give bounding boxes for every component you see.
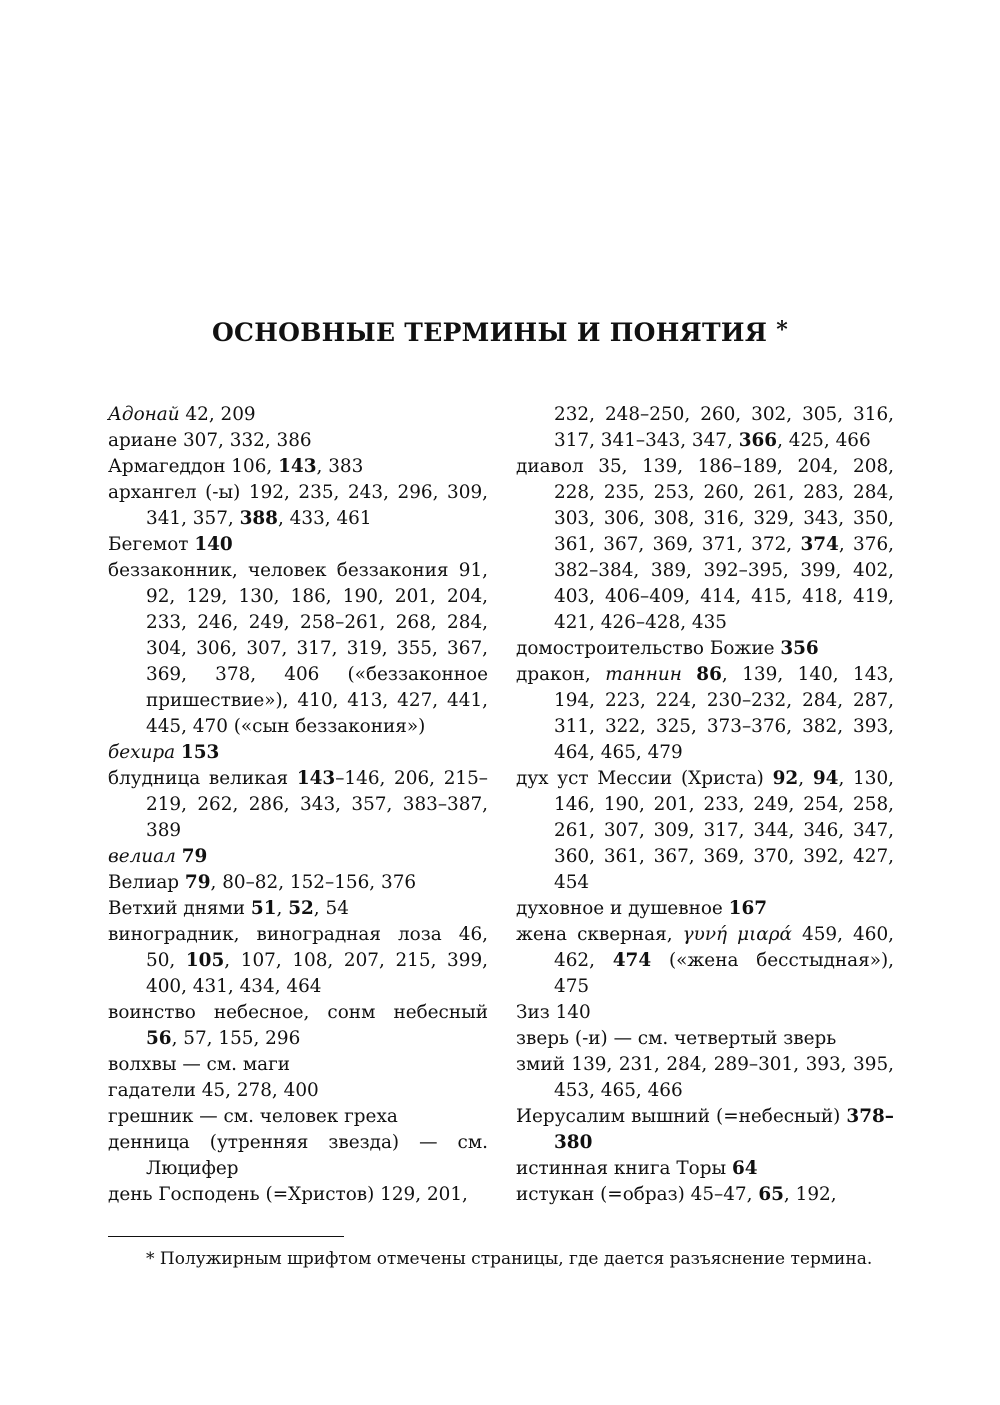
index-text: Армагеддон 106,	[108, 456, 279, 477]
index-text: , 57, 155, 296	[171, 1028, 301, 1049]
index-entry	[108, 480, 488, 532]
index-entry	[108, 870, 488, 896]
index-entry	[108, 844, 488, 870]
index-page-bold: 92	[772, 768, 799, 789]
index-text: блудница великая	[108, 768, 297, 789]
index-page-bold: 388	[239, 508, 278, 529]
index-text: ,	[798, 768, 813, 789]
index-page-bold: 356	[780, 638, 819, 659]
index-term-italic: велиал	[108, 846, 176, 867]
index-entry	[516, 636, 894, 662]
index-text: 232, 248–250, 260, 302, 305, 316, 317, 341–343, 347,	[554, 404, 894, 451]
index-text: виноградник, виноградная лоза 46, 50,	[108, 924, 488, 971]
title-text: ОСНОВНЫЕ ТЕРМИНЫ И ПОНЯТИЯ	[211, 318, 768, 347]
index-term-italic: таннин	[605, 664, 682, 685]
index-column-right	[516, 402, 894, 1208]
index-entry	[108, 1104, 488, 1130]
index-text: («жена бесстыдная»), 475	[554, 950, 895, 997]
index-entry	[108, 428, 488, 454]
index-entry	[516, 1156, 894, 1182]
index-text: денница (утренняя звезда) — см. Люцифер	[108, 1132, 488, 1179]
index-text: день Господень (=Христов) 129, 201,	[108, 1184, 468, 1205]
index-text: Велиар	[108, 872, 185, 893]
index-page-bold: 51	[250, 898, 277, 919]
index-entry	[516, 1182, 894, 1208]
index-entry	[108, 454, 488, 480]
index-entry	[108, 740, 488, 766]
index-text: , 80–82, 152–156, 376	[210, 872, 417, 893]
index-text: змий 139, 231, 284, 289–301, 393, 395, 453, 465, 466	[516, 1054, 894, 1101]
index-entry	[516, 766, 894, 896]
index-page-bold: 79	[184, 872, 211, 893]
footnote-divider	[108, 1236, 344, 1237]
index-page-bold: 56	[146, 1028, 172, 1049]
index-text: –146, 206, 215–219, 262, 286, 343, 357, 383–387, 389	[146, 768, 488, 841]
index-page-bold: 105	[185, 950, 225, 971]
index-page-bold: 153	[180, 742, 220, 763]
index-entry	[108, 896, 488, 922]
index-text: , 425, 466	[777, 430, 871, 451]
index-text: Зиз 140	[516, 1002, 591, 1023]
index-page-bold: 140	[194, 534, 233, 555]
index-page-bold: 65	[758, 1184, 784, 1205]
index-page-bold: 52	[288, 898, 314, 919]
index-text: беззаконник, человек беззакония 91, 92, 129, 130, 186, 190, 201, 204, 233, 246, 249, 258–261, 268, 284, 304, 306, 307, 317, 319, 355, 367, 369, 378, 406 («беззаконное пришествие»), 410, 413, 427, 441, 445, 470 («сын беззакония»)	[108, 560, 488, 737]
index-text: диавол 35, 139, 186–189, 204, 208, 228, 235, 253, 260, 261, 283, 284, 303, 306, 308, 316, 329, 343, 350, 361, 367, 369, 371, 372,	[516, 456, 894, 555]
index-text: Ветхий днями	[108, 898, 251, 919]
index-column-left	[108, 402, 488, 1208]
index-entry	[516, 454, 894, 636]
index-page-bold: 143	[278, 456, 317, 477]
index-text: гадатели 45, 278, 400	[108, 1080, 319, 1101]
index-text: духовное и душевное	[516, 898, 729, 919]
index-text: архангел (-ы) 192, 235, 243, 296, 309, 341, 357,	[108, 482, 488, 529]
index-term-italic: Адонай	[108, 404, 180, 425]
index-text: воинство небесное, сонм небесный	[108, 1002, 488, 1023]
index-text: , 130, 146, 190, 201, 233, 249, 254, 258, 261, 307, 309, 317, 344, 346, 347, 360, 361, 367, 369, 370, 392, 427, 454	[554, 768, 894, 893]
index-text: 459, 460, 462,	[554, 924, 894, 971]
index-text: , 376, 382–384, 389, 392–395, 399, 402, 403, 406–409, 414, 415, 418, 419, 421, 426–428, 435	[554, 534, 894, 633]
index-page-bold: 366	[738, 430, 778, 451]
index-page-bold: 374	[800, 534, 839, 555]
index-entry	[108, 922, 488, 1000]
index-entry	[516, 402, 894, 454]
index-text: 42, 209	[179, 404, 256, 425]
index-text: , 433, 461	[277, 508, 372, 529]
index-term-italic: γυνή μιαρά	[682, 924, 792, 945]
index-entry	[516, 896, 894, 922]
index-text: ариане 307, 332, 386	[108, 430, 312, 451]
index-text: истинная книга Торы	[516, 1158, 732, 1179]
footnote: * Полужирным шрифтом отмечены страницы, где дается разъяснение термина.	[146, 1249, 873, 1269]
index-text: зверь (-и) — см. четвертый зверь	[516, 1028, 837, 1049]
index-text: , 192,	[783, 1184, 837, 1205]
index-text: , 139, 140, 143, 194, 223, 224, 230–232, 284, 287, 311, 322, 325, 373–376, 382, 393, 464, 465, 479	[554, 664, 895, 763]
index-text: дракон,	[516, 664, 606, 685]
index-text: Иерусалим вышний (=небесный)	[516, 1106, 847, 1127]
index-page-bold: 378–380	[554, 1106, 894, 1153]
index-entry	[516, 1052, 894, 1104]
index-entry	[108, 558, 488, 740]
index-text: , 383	[316, 456, 364, 477]
title-asterisk: *	[776, 317, 788, 343]
index-page-bold: 474	[612, 950, 652, 971]
index-page-bold: 64	[731, 1158, 758, 1179]
index-text: домостроительство Божие	[516, 638, 781, 659]
index-entry	[108, 1182, 488, 1208]
page-title	[0, 318, 1000, 347]
index-term-italic: бехира	[108, 742, 176, 763]
index-entry	[108, 1052, 488, 1078]
index-entry	[108, 766, 488, 844]
index-text: Бегемот	[108, 534, 195, 555]
index-entry	[516, 1104, 894, 1156]
index-entry	[516, 1026, 894, 1052]
index-entry	[108, 532, 488, 558]
index-entry	[108, 1000, 488, 1052]
index-text: грешник — см. человек греха	[108, 1106, 398, 1127]
index-entry	[108, 1078, 488, 1104]
index-text: дух уст Мессии (Христа)	[516, 768, 773, 789]
index-text: , 54	[313, 898, 349, 919]
index-page-bold: 143	[296, 768, 336, 789]
index-entry	[516, 662, 894, 766]
index-text: жена скверная,	[516, 924, 683, 945]
index-text: ,	[276, 898, 289, 919]
index-page-bold: 167	[728, 898, 768, 919]
index-entry	[516, 922, 894, 1000]
index-text: волхвы — см. маги	[108, 1054, 291, 1075]
index-page-bold: 94	[812, 768, 839, 789]
index-text: , 107, 108, 207, 215, 399, 400, 431, 434, 464	[146, 950, 488, 997]
index-text	[682, 664, 696, 685]
index-page-bold: 86	[696, 664, 722, 685]
index-entry	[516, 1000, 894, 1026]
index-page-bold: 79	[181, 846, 208, 867]
index-entry	[108, 402, 488, 428]
index-entry	[108, 1130, 488, 1182]
index-text: истукан (=образ) 45–47,	[516, 1184, 759, 1205]
